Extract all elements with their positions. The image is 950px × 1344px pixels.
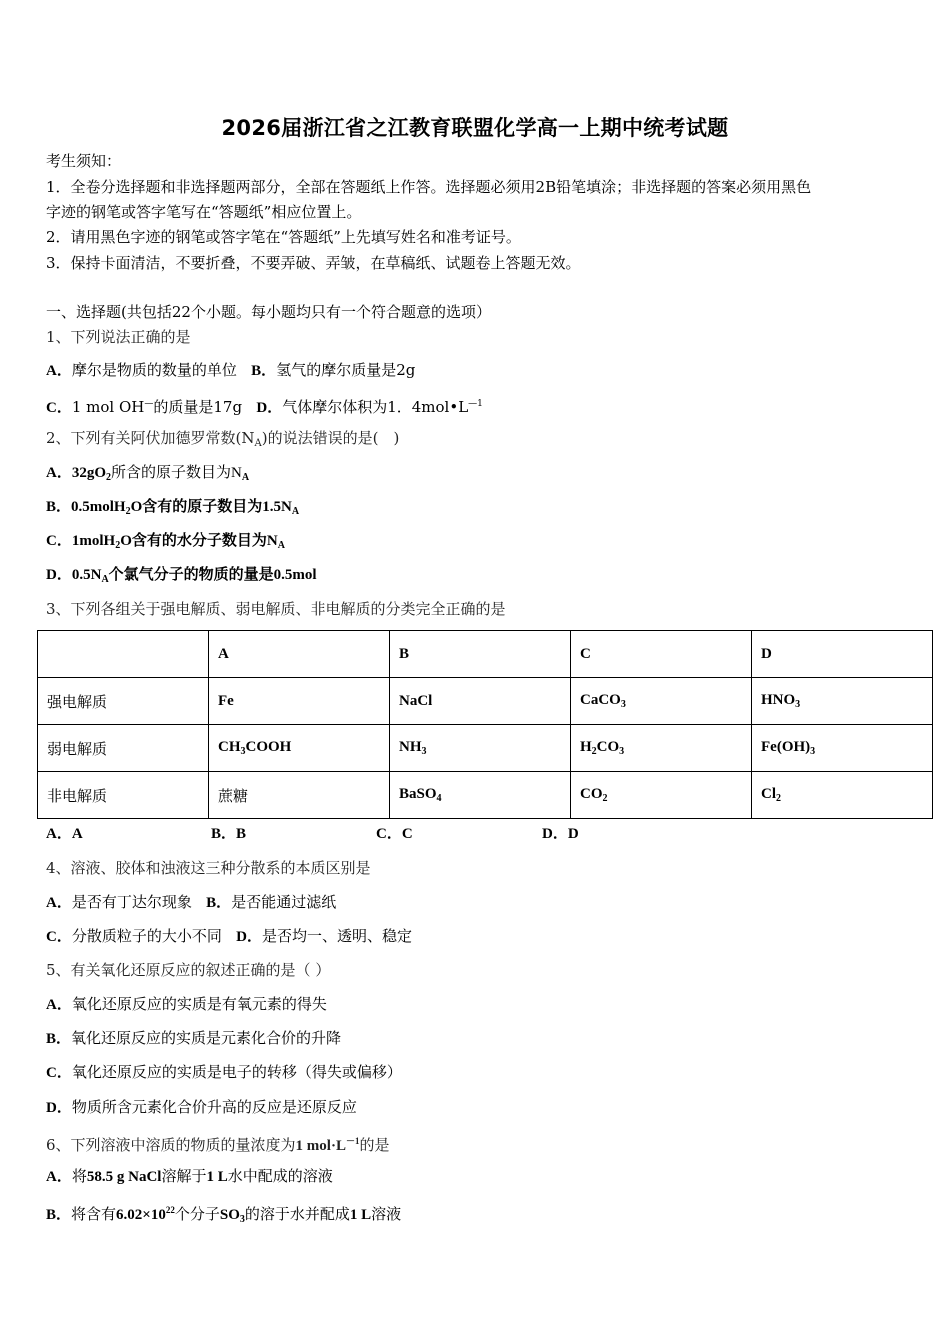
q3-table (37, 630, 933, 819)
table-row (38, 772, 933, 819)
table-header-d: D (752, 631, 933, 678)
q1-option-c: 1 mol OH (71, 398, 145, 416)
q2-option-d-sub: A (101, 574, 109, 585)
q5-option-a (46, 995, 327, 1014)
table-row (38, 678, 933, 725)
cell-sub: 2 (776, 793, 781, 804)
q6-option-b-text: 将含有 (71, 1205, 117, 1223)
q6-option-b (46, 1201, 401, 1229)
q2-option-c-text-2: O含有的水分子数目为N (120, 533, 278, 549)
cell-text: CO (596, 739, 620, 755)
q5-option-b-label: B． (46, 1031, 72, 1047)
cell-sub: 4 (436, 793, 442, 804)
q3-option-d: D．D (542, 826, 579, 842)
q2-option-a-sub-2: A (241, 472, 250, 483)
q2-option-c-sub-2: A (277, 540, 285, 551)
q6-option-a-text-2: 溶解于 (161, 1167, 207, 1185)
q5-option-c-label: C． (46, 1065, 72, 1081)
q2-option-d-text: 0.5N (71, 567, 102, 583)
q4-option-b-label: B． (206, 895, 232, 911)
q5-stem: 5、有关氧化还原反应的叙述正确的是（ ） (46, 961, 331, 979)
q5-option-b-text: 氧化还原反应的实质是元素化合价的升降 (71, 1029, 342, 1047)
table-cell: NaCl (390, 678, 571, 725)
q6-option-a (46, 1167, 333, 1186)
table-cell (752, 678, 933, 725)
q6-option-b-sup: 22 (165, 1205, 175, 1215)
q2-stem-text-end: )的说法错误的是( ) (261, 429, 400, 447)
q6-option-b-sub: 3 (239, 1214, 245, 1225)
table-cell (752, 772, 933, 819)
q6-stem-text: 6、下列溶液中溶质的物质的量浓度为 (46, 1136, 296, 1154)
q5-option-d-text: 物质所含元素化合价升高的反应是还原反应 (71, 1098, 357, 1116)
table-cell (571, 678, 752, 725)
notice-heading: 考生须知： (46, 152, 122, 170)
q4-option-a: 是否有丁达尔现象 (71, 893, 192, 911)
q6-option-b-text-4: 溶液 (371, 1205, 402, 1223)
q5-option-a-text: 氧化还原反应的实质是有氧元素的得失 (71, 995, 327, 1013)
q6-option-b-formula: SO (219, 1207, 240, 1223)
table-cell (209, 725, 390, 772)
q6-option-a-text-3: 水中配成的溶液 (227, 1167, 333, 1185)
cell-sub: 3 (620, 699, 626, 710)
q1-stem: 1、下列说法正确的是 (46, 328, 191, 346)
table-row (38, 631, 933, 678)
row-label-weak: 弱电解质 (38, 725, 209, 772)
table-cell (571, 725, 752, 772)
table-header-a: A (209, 631, 390, 678)
q4-option-c-label: C． (46, 929, 72, 945)
q2-option-b-text: 0.5molH (71, 499, 126, 515)
q5-option-b (46, 1029, 341, 1048)
cell-text: Cl (761, 786, 776, 802)
notice-item-3: 3．保持卡面清洁，不要折叠，不要弄破、弄皱，在草稿纸、试题卷上答题无效。 (46, 254, 581, 272)
q2-option-b-text-2: O含有的原子数目为1.5N (130, 499, 292, 515)
cell-text: COOH (245, 739, 292, 755)
q6-option-b-count: 6.02×10 (116, 1207, 166, 1223)
cell-text: NH (399, 739, 422, 755)
cell-text: CaCO (580, 692, 621, 708)
q2-option-d (46, 566, 317, 589)
q2-option-a-sub: 2 (106, 472, 112, 483)
cell-text: Fe(OH) (761, 739, 811, 755)
q4-option-a-label: A． (46, 895, 72, 911)
cell-sub: 3 (810, 746, 816, 757)
q2-stem-text: 2、下列有关阿伏加德罗常数(N (46, 429, 255, 447)
q4-option-c: 分散质粒子的大小不同 (71, 927, 222, 945)
table-cell (390, 725, 571, 772)
q6-option-b-text-3: 的溶于水并配成 (244, 1205, 350, 1223)
q2-option-a-label: A． (46, 465, 72, 481)
q5-option-c-text: 氧化还原反应的实质是电子的转移（得失或偏移） (71, 1063, 402, 1081)
q1-option-b: 氢气的摩尔质量是2g (276, 361, 416, 379)
cell-text: BaSO (399, 786, 437, 802)
q1-options-ab (46, 361, 415, 380)
q1-option-a: 摩尔是物质的数量的单位 (71, 361, 237, 379)
q2-option-d-text-2: 个氯气分子的物质的量是0.5mol (108, 567, 317, 583)
q2-option-b-sub-2: A (291, 506, 300, 517)
q1-options-cd (46, 395, 483, 417)
q4-options-cd (46, 927, 412, 946)
q6-option-a-mass: 58.5 g NaCl (86, 1169, 162, 1185)
notice-item-1: 1．全卷分选择题和非选择题两部分，全部在答题纸上作答。选择题必须用2B铅笔填涂；非选择题的答案必须用黑色 (46, 178, 812, 196)
q1-option-d: 气体摩尔体积为1．4mol•L (282, 398, 469, 416)
q6-stem (46, 1132, 390, 1155)
q6-option-a-text: 将 (71, 1167, 87, 1185)
q1-option-a-label: A． (46, 363, 72, 379)
q2-option-b-label: B． (46, 499, 72, 515)
q4-option-b: 是否能通过滤纸 (231, 893, 337, 911)
cell-text: CO (580, 786, 603, 802)
row-label-strong: 强电解质 (38, 678, 209, 725)
q5-option-c (46, 1063, 402, 1082)
q3-option-b: B．B (211, 826, 247, 842)
cell-sub: 3 (240, 746, 246, 757)
table-header-b: B (390, 631, 571, 678)
cell-text: H (580, 739, 592, 755)
q2-option-a (46, 464, 249, 487)
q6-stem-sup: －1 (345, 1136, 360, 1146)
q4-option-d-label: D． (236, 929, 263, 945)
q1-option-d-label: D． (256, 400, 283, 416)
q4-stem: 4、溶液、胶体和浊液这三种分散系的本质区别是 (46, 859, 371, 877)
table-cell (752, 725, 933, 772)
q6-stem-end: 的是 (359, 1136, 390, 1154)
q2-option-c-label: C． (46, 533, 72, 549)
table-cell (571, 772, 752, 819)
notice-item-2: 2．请用黑色字迹的钢笔或答字笔在“答题纸”上先填写姓名和准考证号。 (46, 228, 521, 246)
q2-option-c-text: 1molH (71, 533, 116, 549)
q2-option-b (46, 498, 299, 521)
q4-options-ab (46, 893, 336, 912)
cell-text: HNO (761, 692, 796, 708)
q2-option-c-sub: 2 (115, 540, 121, 551)
q1-option-d-sup: —1 (468, 399, 483, 409)
q1-option-c-rest: 的质量是17g (153, 398, 243, 416)
q6-option-a-volume: 1 L (206, 1169, 228, 1185)
q6-option-b-volume: 1 L (349, 1207, 372, 1223)
q3-option-a: A．A (46, 826, 83, 842)
cell-sub: 3 (619, 746, 625, 757)
table-cell: Fe (209, 678, 390, 725)
q2-option-c (46, 532, 285, 555)
q2-option-d-label: D． (46, 567, 72, 583)
q2-stem-sub: A (254, 438, 262, 449)
table-row (38, 725, 933, 772)
q5-option-d-label: D． (46, 1100, 72, 1116)
q6-stem-unit: 1 mol·L (295, 1138, 346, 1154)
cell-sub: 2 (591, 746, 597, 757)
q3-option-c: C．C (376, 826, 413, 842)
cell-text: CH (218, 739, 241, 755)
q6-option-b-label: B． (46, 1207, 72, 1223)
cell-sub: 2 (602, 793, 608, 804)
q1-option-c-sup: — (144, 399, 154, 409)
cell-sub: 3 (421, 746, 427, 757)
q2-option-a-text: 32gO (71, 465, 107, 481)
section-heading: 一、选择题(共包括22个小题。每小题均只有一个符合题意的选项） (46, 303, 491, 321)
q2-option-a-text-2: 所含的原子数目为N (111, 465, 242, 481)
exam-title: 2026届浙江省之江教育联盟化学高一上期中统考试题 (221, 116, 729, 140)
q2-option-b-sub: 2 (125, 506, 131, 517)
q6-option-a-label: A． (46, 1169, 72, 1185)
q4-option-d: 是否均一、透明、稳定 (262, 927, 413, 945)
q5-option-d (46, 1098, 357, 1117)
table-cell (390, 772, 571, 819)
notice-item-1-cont: 字迹的钢笔或答字笔写在“答题纸”相应位置上。 (46, 203, 362, 221)
row-label-non: 非电解质 (38, 772, 209, 819)
q1-option-b-label: B． (251, 363, 277, 379)
q3-stem: 3、下列各组关于强电解质、弱电解质、非电解质的分类完全正确的是 (46, 600, 506, 618)
q2-stem (46, 429, 399, 453)
table-header-c: C (571, 631, 752, 678)
q1-option-c-label: C． (46, 400, 72, 416)
q6-option-b-text-2: 个分子 (174, 1205, 220, 1223)
cell-sub: 3 (795, 699, 801, 710)
table-cell (38, 631, 209, 678)
table-cell: 蔗糖 (209, 772, 390, 819)
q5-option-a-label: A． (46, 997, 72, 1013)
